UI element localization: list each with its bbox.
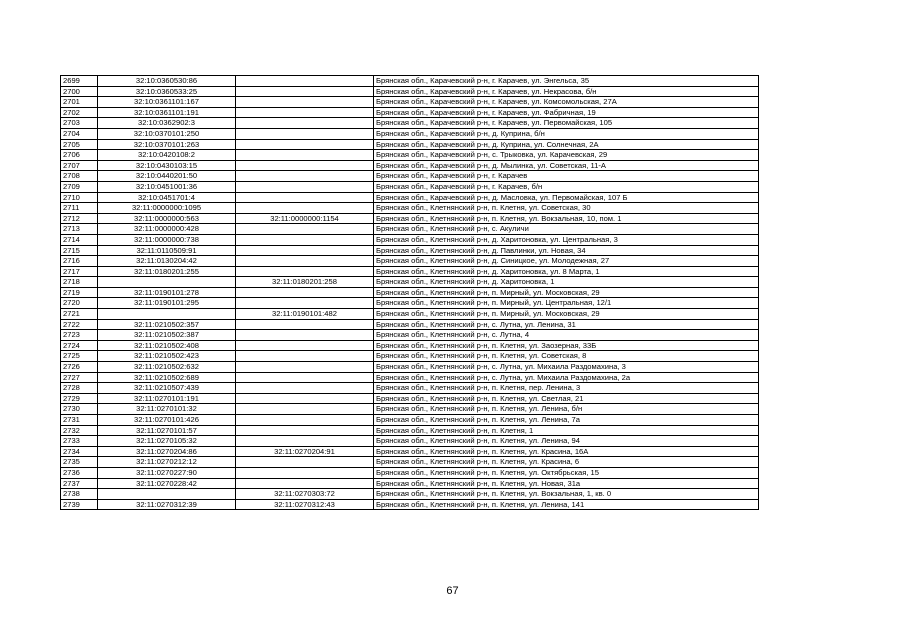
row-number-cell: 2704 [61,128,98,139]
cadastral-number-cell: 32:11:0180201:255 [98,266,236,277]
address-cell: Брянская обл., Карачевский р-н, д. Куприна, б/н [374,128,759,139]
table-row [61,287,759,298]
cadastral-number-cell: 32:10:0370101:263 [98,139,236,150]
cadastral-number-cell: 32:11:0270212:12 [98,457,236,468]
row-number-cell: 2701 [61,97,98,108]
cadastral-number-cell: 32:11:0130204:42 [98,256,236,267]
address-cell: Брянская обл., Карачевский р-н, д. Куприна, ул. Солнечная, 2А [374,139,759,150]
secondary-cadastral-cell [236,203,374,214]
row-number-cell: 2712 [61,213,98,224]
secondary-cadastral-cell [236,128,374,139]
address-cell: Брянская обл., Клетнянский р-н, п. Клетня, ул. Советская, 8 [374,351,759,362]
cadastral-number-cell: 32:11:0270101:32 [98,404,236,415]
table-body [61,76,759,510]
table-row [61,256,759,267]
table-row [61,118,759,129]
secondary-cadastral-cell [236,150,374,161]
secondary-cadastral-cell: 32:11:0190101:482 [236,309,374,320]
address-cell: Брянская обл., Клетнянский р-н, п. Клетня, ул. Октябрьская, 15 [374,467,759,478]
row-number-cell: 2726 [61,362,98,373]
cadastral-number-cell: 32:11:0270101:426 [98,415,236,426]
address-cell: Брянская обл., Клетнянский р-н, п. Мирный, ул. Московская, 29 [374,287,759,298]
secondary-cadastral-cell: 32:11:0270312:43 [236,499,374,510]
row-number-cell: 2732 [61,425,98,436]
table-row [61,330,759,341]
row-number-cell: 2717 [61,266,98,277]
cadastral-number-cell: 32:10:0361101:191 [98,107,236,118]
cadastral-number-cell: 32:11:0210502:689 [98,372,236,383]
address-cell: Брянская обл., Клетнянский р-н, п. Клетня, ул. Ленина, 7а [374,415,759,426]
secondary-cadastral-cell [236,393,374,404]
secondary-cadastral-cell [236,319,374,330]
cadastral-number-cell: 32:11:0210507:439 [98,383,236,394]
table-row [61,107,759,118]
table-row [61,298,759,309]
address-cell: Брянская обл., Карачевский р-н, г. Карачев, ул. Некрасова, б/н [374,86,759,97]
cadastral-number-cell: 32:11:0270228:42 [98,478,236,489]
secondary-cadastral-cell [236,181,374,192]
table-row [61,245,759,256]
table-row [61,150,759,161]
secondary-cadastral-cell [236,171,374,182]
cadastral-number-cell [98,489,236,500]
secondary-cadastral-cell [236,383,374,394]
address-cell: Брянская обл., Карачевский р-н, г. Карачев, б/н [374,181,759,192]
row-number-cell: 2736 [61,467,98,478]
table-row [61,181,759,192]
row-number-cell: 2738 [61,489,98,500]
row-number-cell: 2705 [61,139,98,150]
address-cell: Брянская обл., Клетнянский р-н, п. Клетня, ул. Советская, 30 [374,203,759,214]
address-cell: Брянская обл., Клетнянский р-н, п. Клетня, ул. Новая, 31а [374,478,759,489]
table-row [61,467,759,478]
table-row [61,436,759,447]
address-cell: Брянская обл., Клетнянский р-н, с. Лутна, ул. Ленина, 31 [374,319,759,330]
secondary-cadastral-cell: 32:11:0270204:91 [236,446,374,457]
cadastral-number-cell: 32:11:0210502:387 [98,330,236,341]
address-cell: Брянская обл., Клетнянский р-н, п. Клетня, ул. Красина, 6 [374,457,759,468]
row-number-cell: 2724 [61,340,98,351]
row-number-cell: 2730 [61,404,98,415]
table-row [61,372,759,383]
table-row [61,319,759,330]
secondary-cadastral-cell [236,362,374,373]
table-row [61,478,759,489]
table-row [61,351,759,362]
row-number-cell: 2729 [61,393,98,404]
address-cell: Брянская обл., Карачевский р-н, г. Карачев, ул. Комсомольская, 27А [374,97,759,108]
row-number-cell: 2737 [61,478,98,489]
table-row [61,499,759,510]
row-number-cell: 2706 [61,150,98,161]
secondary-cadastral-cell: 32:11:0000000:1154 [236,213,374,224]
secondary-cadastral-cell [236,436,374,447]
address-cell: Брянская обл., Клетнянский р-н, д. Павлинки, ул. Новая, 34 [374,245,759,256]
row-number-cell: 2720 [61,298,98,309]
cadastral-number-cell: 32:10:0451701:4 [98,192,236,203]
row-number-cell: 2735 [61,457,98,468]
address-cell: Брянская обл., Клетнянский р-н, п. Мирный, ул. Центральная, 12/1 [374,298,759,309]
cadastral-number-cell: 32:10:0360533:25 [98,86,236,97]
row-number-cell: 2739 [61,499,98,510]
cadastral-number-cell [98,277,236,288]
cadastral-number-cell [98,309,236,320]
row-number-cell: 2711 [61,203,98,214]
cadastral-number-cell: 32:11:0190101:295 [98,298,236,309]
cadastral-number-cell: 32:11:0210502:632 [98,362,236,373]
secondary-cadastral-cell [236,298,374,309]
address-cell: Брянская обл., Клетнянский р-н, с. Лутна, ул. Михаила Раздомахина, 3 [374,362,759,373]
table-row [61,224,759,235]
address-cell: Брянская обл., Клетнянский р-н, п. Клетня, пер. Ленина, 3 [374,383,759,394]
address-cell: Брянская обл., Клетнянский р-н, с. Акуличи [374,224,759,235]
secondary-cadastral-cell [236,224,374,235]
table-row [61,340,759,351]
cadastral-number-cell: 32:11:0270101:57 [98,425,236,436]
cadastral-number-cell: 32:10:0361101:167 [98,97,236,108]
address-cell: Брянская обл., Клетнянский р-н, д. Синицкое, ул. Молодежная, 27 [374,256,759,267]
cadastral-number-cell: 32:10:0360530:86 [98,76,236,87]
row-number-cell: 2728 [61,383,98,394]
secondary-cadastral-cell [236,287,374,298]
cadastral-number-cell: 32:11:0000000:428 [98,224,236,235]
table-row [61,446,759,457]
address-cell: Брянская обл., Клетнянский р-н, п. Клетня, ул. Ленина, 141 [374,499,759,510]
table-row [61,213,759,224]
table-row [61,404,759,415]
address-cell: Брянская обл., Карачевский р-н, д. Масловка, ул. Первомайская, 107 Б [374,192,759,203]
table-row [61,97,759,108]
cadastral-number-cell: 32:11:0270105:32 [98,436,236,447]
cadastral-number-cell: 32:11:0210502:423 [98,351,236,362]
address-cell: Брянская обл., Клетнянский р-н, с. Лутна, 4 [374,330,759,341]
cadastral-number-cell: 32:11:0270312:39 [98,499,236,510]
address-cell: Брянская обл., Карачевский р-н, г. Карачев, ул. Энгельса, 35 [374,76,759,87]
secondary-cadastral-cell [236,139,374,150]
row-number-cell: 2716 [61,256,98,267]
address-cell: Брянская обл., Клетнянский р-н, д. Харитоновка, ул. 8 Марта, 1 [374,266,759,277]
address-cell: Брянская обл., Карачевский р-н, г. Карачев, ул. Фабричная, 19 [374,107,759,118]
address-cell: Брянская обл., Клетнянский р-н, с. Лутна, ул. Михаила Раздомахина, 2а [374,372,759,383]
row-number-cell: 2703 [61,118,98,129]
address-cell: Брянская обл., Карачевский р-н, д. Мылинка, ул. Советская, 11-А [374,160,759,171]
table-row [61,383,759,394]
row-number-cell: 2707 [61,160,98,171]
table-row [61,266,759,277]
address-cell: Брянская обл., Клетнянский р-н, п. Мирный, ул. Московская, 29 [374,309,759,320]
cadastral-number-cell: 32:10:0451001:36 [98,181,236,192]
secondary-cadastral-cell: 32:11:0180201:258 [236,277,374,288]
row-number-cell: 2708 [61,171,98,182]
address-cell: Брянская обл., Карачевский р-н, г. Карачев, ул. Первомайская, 105 [374,118,759,129]
row-number-cell: 2734 [61,446,98,457]
row-number-cell: 2719 [61,287,98,298]
address-cell: Брянская обл., Клетнянский р-н, д. Харитоновка, ул. Центральная, 3 [374,234,759,245]
cadastral-number-cell: 32:11:0000000:563 [98,213,236,224]
property-table [60,75,759,510]
row-number-cell: 2715 [61,245,98,256]
secondary-cadastral-cell [236,415,374,426]
row-number-cell: 2722 [61,319,98,330]
secondary-cadastral-cell [236,457,374,468]
table-row [61,160,759,171]
cadastral-number-cell: 32:10:0362902:3 [98,118,236,129]
table-row [61,86,759,97]
cadastral-number-cell: 32:10:0370101:250 [98,128,236,139]
cadastral-number-cell: 32:11:0190101:278 [98,287,236,298]
row-number-cell: 2723 [61,330,98,341]
row-number-cell: 2699 [61,76,98,87]
address-cell: Брянская обл., Клетнянский р-н, п. Клетня, ул. Вокзальная, 1, кв. 0 [374,489,759,500]
table-row [61,489,759,500]
cadastral-number-cell: 32:11:0000000:738 [98,234,236,245]
cadastral-number-cell: 32:10:0440201:50 [98,171,236,182]
table-row [61,203,759,214]
cadastral-number-cell: 32:11:0210502:357 [98,319,236,330]
secondary-cadastral-cell [236,76,374,87]
table-row [61,192,759,203]
table-row [61,425,759,436]
table-row [61,393,759,404]
address-cell: Брянская обл., Клетнянский р-н, п. Клетня, 1 [374,425,759,436]
table-row [61,415,759,426]
row-number-cell: 2718 [61,277,98,288]
cadastral-number-cell: 32:10:0420108:2 [98,150,236,161]
row-number-cell: 2721 [61,309,98,320]
table-row [61,171,759,182]
address-cell: Брянская обл., Карачевский р-н, г. Карачев [374,171,759,182]
cadastral-number-cell: 32:10:0430103:15 [98,160,236,171]
secondary-cadastral-cell [236,425,374,436]
secondary-cadastral-cell [236,467,374,478]
row-number-cell: 2710 [61,192,98,203]
secondary-cadastral-cell [236,118,374,129]
secondary-cadastral-cell [236,86,374,97]
secondary-cadastral-cell [236,97,374,108]
secondary-cadastral-cell [236,351,374,362]
row-number-cell: 2714 [61,234,98,245]
address-cell: Брянская обл., Клетнянский р-н, п. Клетня, ул. Ленина, 94 [374,436,759,447]
secondary-cadastral-cell [236,245,374,256]
row-number-cell: 2713 [61,224,98,235]
page-number: 67 [446,585,459,597]
row-number-cell: 2727 [61,372,98,383]
secondary-cadastral-cell: 32:11:0270303:72 [236,489,374,500]
cadastral-number-cell: 32:11:0270204:86 [98,446,236,457]
table-row [61,457,759,468]
address-cell: Брянская обл., Клетнянский р-н, д. Харитоновка, 1 [374,277,759,288]
table-row [61,139,759,150]
table-row [61,76,759,87]
row-number-cell: 2733 [61,436,98,447]
address-cell: Брянская обл., Клетнянский р-н, п. Клетня, ул. Красина, 16А [374,446,759,457]
cadastral-number-cell: 32:11:0210502:408 [98,340,236,351]
cadastral-number-cell: 32:11:0110509:91 [98,245,236,256]
table-row [61,234,759,245]
secondary-cadastral-cell [236,266,374,277]
secondary-cadastral-cell [236,160,374,171]
secondary-cadastral-cell [236,192,374,203]
address-cell: Брянская обл., Карачевский р-н, с. Трыковка, ул. Карачевская, 29 [374,150,759,161]
table-row [61,277,759,288]
row-number-cell: 2709 [61,181,98,192]
row-number-cell: 2702 [61,107,98,118]
row-number-cell: 2731 [61,415,98,426]
secondary-cadastral-cell [236,107,374,118]
address-cell: Брянская обл., Клетнянский р-н, п. Клетня, ул. Заозерная, 33Б [374,340,759,351]
secondary-cadastral-cell [236,372,374,383]
secondary-cadastral-cell [236,330,374,341]
secondary-cadastral-cell [236,478,374,489]
secondary-cadastral-cell [236,340,374,351]
cadastral-number-cell: 32:11:0270227:90 [98,467,236,478]
table-row [61,128,759,139]
table-row [61,309,759,320]
table-row [61,362,759,373]
address-cell: Брянская обл., Клетнянский р-н, п. Клетня, ул. Вокзальная, 10, пом. 1 [374,213,759,224]
cadastral-number-cell: 32:11:0000000:1095 [98,203,236,214]
secondary-cadastral-cell [236,256,374,267]
row-number-cell: 2725 [61,351,98,362]
address-cell: Брянская обл., Клетнянский р-н, п. Клетня, ул. Светлая, 21 [374,393,759,404]
secondary-cadastral-cell [236,234,374,245]
secondary-cadastral-cell [236,404,374,415]
address-cell: Брянская обл., Клетнянский р-н, п. Клетня, ул. Ленина, б/н [374,404,759,415]
cadastral-number-cell: 32:11:0270101:191 [98,393,236,404]
row-number-cell: 2700 [61,86,98,97]
